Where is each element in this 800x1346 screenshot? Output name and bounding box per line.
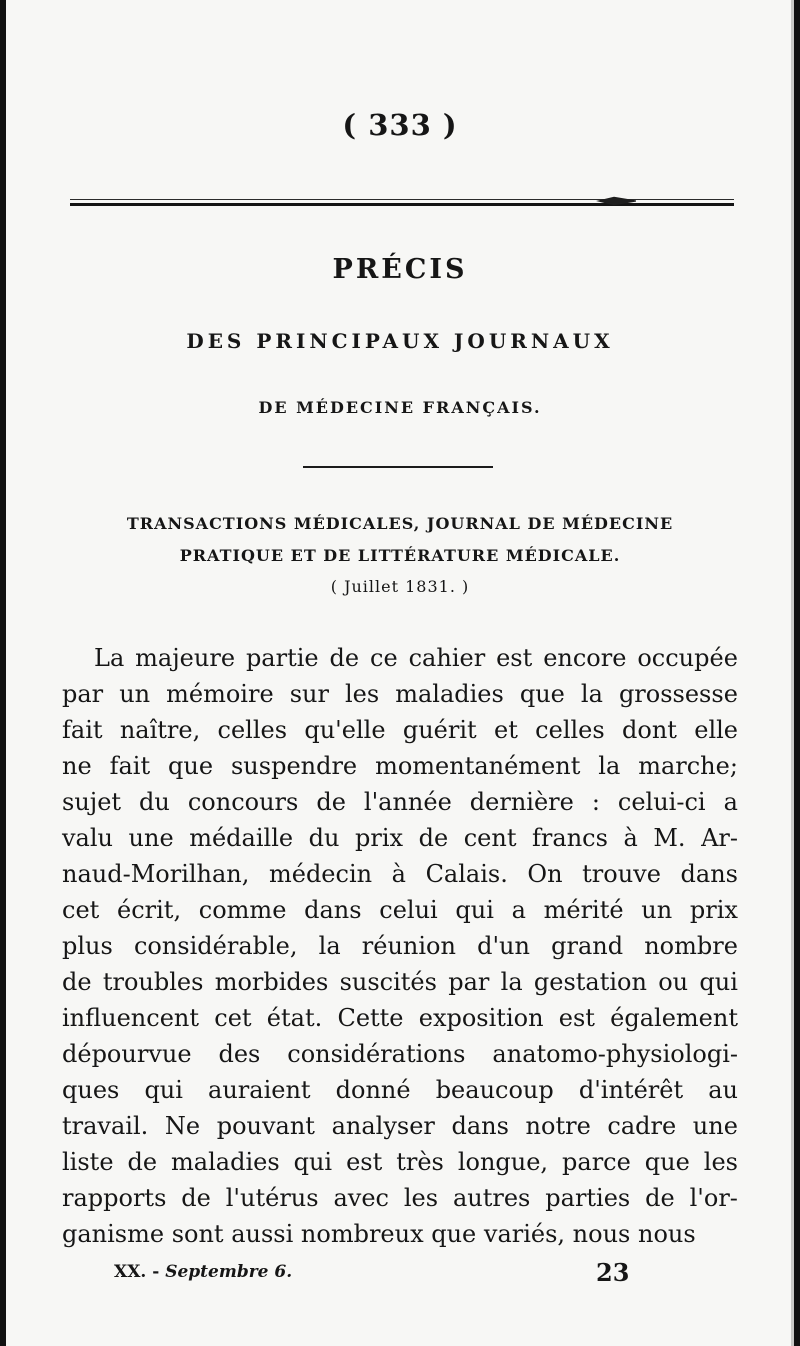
body-line: cet écrit, comme dans celui qui a mérité un prix (62, 896, 738, 924)
book-page (6, 0, 794, 1346)
footer-signature-number: 23 (596, 1258, 630, 1287)
title-subtitle-2: DE MÉDECINE FRANÇAIS. (258, 398, 542, 417)
body-line: plus considérable, la réunion d'un grand nombre (62, 932, 738, 960)
page-number: ( 333 ) (342, 108, 458, 142)
body-line: naud-Morilhan, médecin à Calais. On trouve dans (62, 860, 738, 888)
header-rule (70, 199, 734, 206)
section-heading-line-2: PRATIQUE ET DE LITTÉRATURE MÉDICALE. (179, 546, 621, 565)
body-line: travail. Ne pouvant analyser dans notre cadre une (62, 1112, 738, 1140)
body-line: dépourvue des considérations anatomo-physiologi- (62, 1040, 738, 1068)
body-line: influencent cet état. Cette exposition est également (62, 1004, 738, 1032)
footer-volume: XX. - (114, 1262, 160, 1282)
body-line: La majeure partie de ce cahier est encore occupée (94, 644, 738, 672)
body-line: ques qui auraient donné beaucoup d'intérêt au (62, 1076, 738, 1104)
page-edge (791, 0, 794, 1346)
body-line: rapports de l'utérus avec les autres parties de l'or- (62, 1184, 738, 1212)
body-line: de troubles morbides suscités par la gestation ou qui (62, 968, 738, 996)
title-subtitle: DES PRINCIPAUX JOURNAUX (186, 329, 614, 353)
body-line: valu une médaille du prix de cent francs à M. Ar- (62, 824, 738, 852)
body-line: par un mémoire sur les maladies que la grossesse (62, 680, 738, 708)
footer-month: Septembre 6. (165, 1262, 293, 1282)
body-line: fait naître, celles qu'elle guérit et celles dont elle (62, 716, 738, 744)
body-text (62, 640, 738, 1252)
body-line: ganisme sont aussi nombreux que variés, nous nous (62, 1220, 696, 1248)
section-heading-line-1: TRANSACTIONS MÉDICALES, JOURNAL DE MÉDECINE (126, 514, 674, 533)
section-divider (303, 466, 493, 468)
section-date: ( Juillet 1831. ) (330, 577, 470, 596)
footer-signature-mark (114, 1262, 292, 1282)
body-line: liste de maladies qui est très longue, parce que les (62, 1148, 738, 1176)
body-line: ne fait que suspendre momentanément la marche; (62, 752, 738, 780)
title-main: PRÉCIS (332, 254, 468, 285)
body-line: sujet du concours de l'année dernière : celui-ci a (62, 788, 738, 816)
